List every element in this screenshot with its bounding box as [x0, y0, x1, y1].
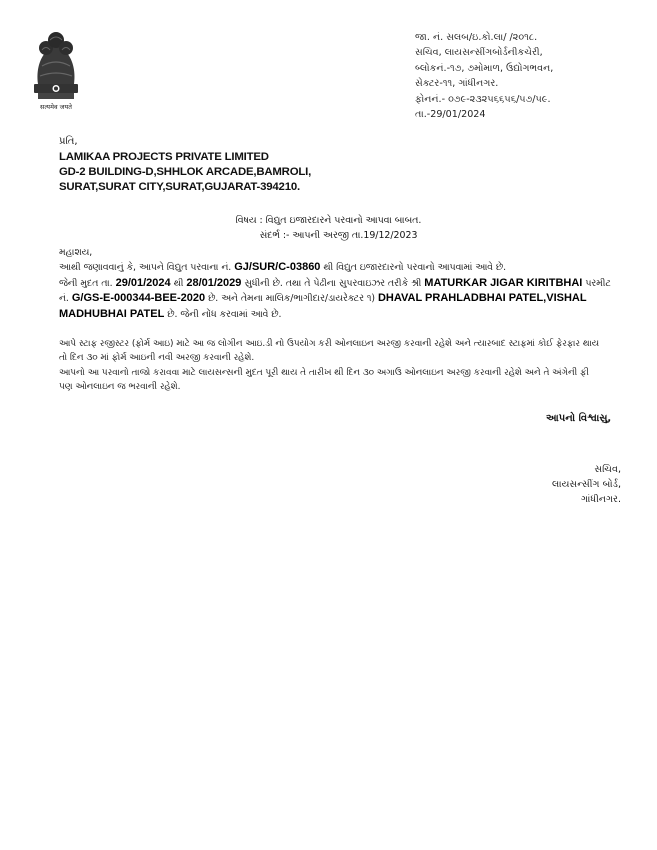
closing-phrase: આપનો વિશ્વાસુ, — [546, 413, 612, 424]
body-text: પરમીટ — [582, 277, 611, 289]
signatory-city: ગાંધીનગર. — [580, 494, 621, 505]
validity-start-date: 29/01/2024 — [115, 276, 171, 289]
recipient-address-line-1: GD-2 BUILDING-D,SHHLOK ARCADE,BAMROLI, — [59, 166, 312, 178]
subject-block — [0, 213, 657, 243]
office-address-line-2: સેક્ટર-૧૧, ગાંધીનગર. — [415, 78, 499, 90]
signatory-board: લાયસન્સીંગ બોર્ડ, — [551, 479, 621, 490]
body-text: નં. — [59, 293, 72, 305]
body-line-5: આપે સ્ટાફ રજીસ્ટર (ફોર્મ આઇ) માટે આ જ લોગીન આઇ.ડી નો ઉપયોગ કરી ઓનલાઇન અરજી કરવાની રહેશે અને ત્યારબાદ સ્ટાફમાં કોઈ ફેરફાર થાય — [59, 339, 600, 349]
signature-block — [552, 462, 621, 507]
body-line-1 — [59, 260, 619, 275]
subject-line: વિષય : વિદ્યુત ઇજારદારને પરવાનો આપવા બાબત. — [235, 215, 422, 226]
supervisor-name: MATURKAR JIGAR KIRITBHAI — [424, 276, 583, 289]
office-address-line-1: બ્લોકનં.-૧૭, ૭મોમાળ, ઉદ્યોગભવન, — [415, 62, 554, 74]
license-number: GJ/SUR/C-03860 — [234, 261, 321, 274]
body-line-8: પણ ઓનલાઇન જ ભરવાની રહેશે. — [59, 382, 181, 393]
body-line-3 — [59, 291, 619, 306]
body-text: સુધીની છે. તથા તે પેઢીના સુપરવાઇઝર તરીકે શ્રી — [241, 277, 425, 289]
body-text: આથી જણાવવાનું કે, આપને વિદ્યુત પરવાના નં. — [59, 262, 235, 274]
body-text: છે. જેની નોંધ કરવામાં આવે છે. — [164, 308, 282, 320]
recipient-address — [59, 150, 479, 195]
letter-body-paragraph-2 — [59, 337, 629, 395]
body-line-6: તો દિન ૩૦ માં ફોર્મ આઇની નવી અરજી કરવાની રહેશે. — [59, 353, 255, 364]
office-phone: ફોનનં.- ૦૭૯-૨૩૨૫૬૬૫૬/૫૭/૫૯. — [415, 93, 551, 105]
emblem-motto: सत्यमेव जयते — [40, 103, 72, 111]
validity-end-date: 28/01/2029 — [186, 276, 242, 289]
body-text: જેની મુદત તા. — [59, 277, 116, 289]
body-line-4 — [59, 307, 619, 322]
body-text: છે. અને તેમના માલિક/ભાગીદાર/ડાયરેક્ટર ૧) — [205, 293, 378, 305]
reference-line: સંદર્ભ :- આપની અરજી તા.19/12/2023 — [259, 230, 418, 241]
recipient-label: પ્રતિ, — [59, 136, 78, 147]
owner-names: DHAVAL PRAHLADBHAI PATEL,VISHAL — [377, 292, 587, 305]
owner-names-continued: MADHUBHAI PATEL — [59, 307, 165, 320]
signatory-title: સચિવ, — [594, 464, 621, 475]
ref-number: જા. નં. સલબ/ઇ.કો.લા/ /૨૦૧૮. — [415, 32, 538, 43]
letter-date: તા.-29/01/2024 — [415, 109, 486, 121]
body-line-2 — [59, 276, 619, 291]
recipient-name: LAMIKAA PROJECTS PRIVATE LIMITED — [59, 151, 269, 163]
letter-header — [415, 30, 645, 122]
recipient-address-line-2: SURAT,SURAT CITY,SURAT,GUJARAT-394210. — [59, 181, 300, 193]
permit-number: G/GS-E-000344-BEE-2020 — [71, 292, 206, 305]
national-emblem-icon — [28, 26, 84, 112]
body-line-7: આપનો આ પરવાનો તાજો કરાવવા માટે લાયસન્સની મુદત પૂરી થાય તે તારીખ થી દિન ૩૦ અગાઉ ઓનલાઇન અરજી કરવાની રહેશે અને તે અંગેની ફી — [59, 367, 589, 378]
salutation: મહાશય, — [59, 247, 93, 258]
office-name: સચિવ, લાયસન્સીંગબોર્ડનીકચેરી, — [415, 47, 543, 59]
body-text: થી વિદ્યુત ઇજારદારનો પરવાનો આપવામાં આવે છે. — [320, 262, 507, 274]
letter-body-paragraph-1 — [59, 246, 619, 322]
body-text: થી — [170, 277, 187, 289]
